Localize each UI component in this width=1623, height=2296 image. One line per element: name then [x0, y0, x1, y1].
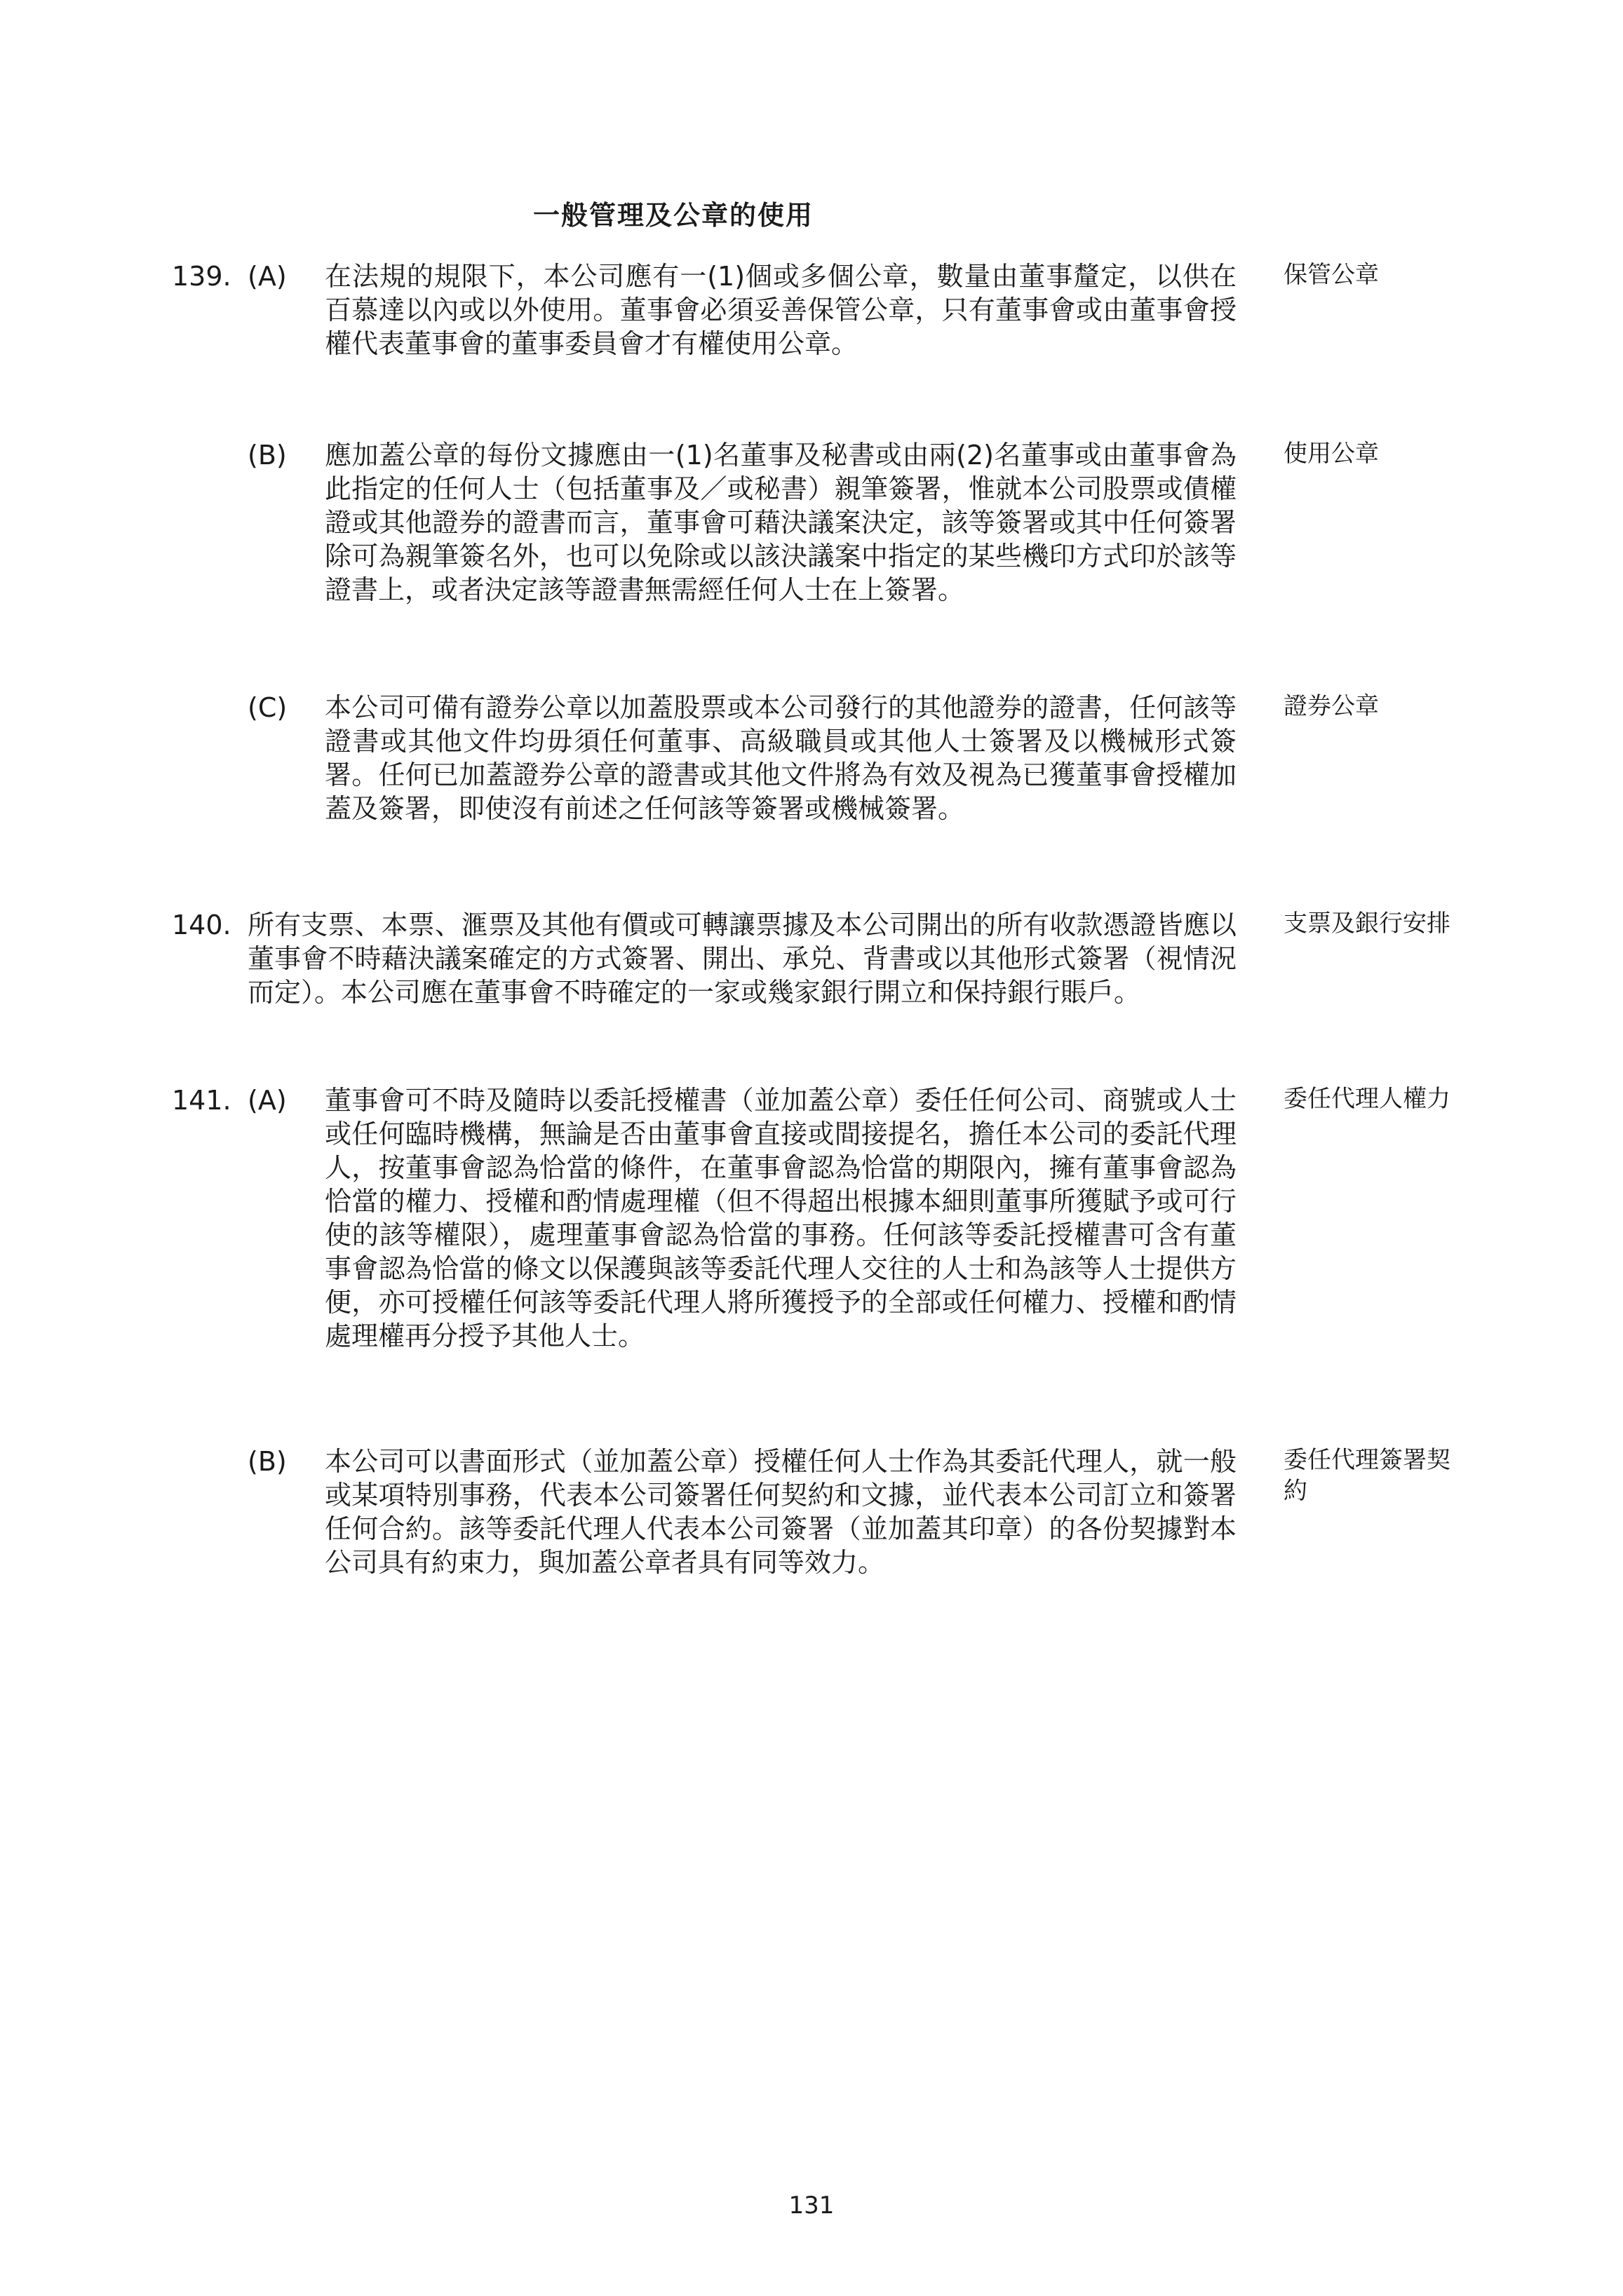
margin-note: 保管公章: [1284, 261, 1379, 289]
margin-note: 委任代理人權力: [1284, 1085, 1450, 1113]
clause-text: 應加蓋公章的每份文據應由一(1)名董事及秘書或由兩(2)名董事或由董事會為此指定的任何人士（包括董事及／或秘書）親筆簽署，惟就本公司股票或債權證或其他證券的證書而言，董事會可藉決議案決定，該等簽署或其中任何簽署除可為親筆簽名外，也可以免除或以該決議案中指定的某些機印方式印於該等證書上，或者決定該等證書無需經任何人士在上簽署。: [325, 440, 1237, 605]
margin-note: 使用公章: [1284, 440, 1379, 468]
clause-sub-label: (A): [248, 261, 287, 292]
clause-sub-label: (C): [248, 692, 288, 723]
clause-text: 本公司可備有證券公章以加蓋股票或本公司發行的其他證券的證書，任何該等證書或其他文件均毋須任何董事、高級職員或其他人士簽署及以機械形式簽署。任何已加蓋證券公章的證書或其他文件將為有效及視為已獲董事會授權加蓋及簽署，即使沒有前述之任何該等簽署或機械簽署。: [325, 692, 1237, 824]
clause-number: 141.: [172, 1085, 231, 1116]
clause-sub-label: (B): [248, 440, 287, 471]
clause-sub-label: (A): [248, 1085, 287, 1116]
margin-note: 支票及銀行安排: [1284, 910, 1450, 938]
margin-note: 證券公章: [1284, 692, 1379, 720]
page-number: 131: [788, 2192, 835, 2220]
clause-text: 本公司可以書面形式（並加蓋公章）授權任何人士作為其委託代理人，就一般或某項特別事務，代表本公司簽署任何契約和文據，並代表本公司訂立和簽署任何合約。該等委託代理人代表本公司簽署（並加蓋其印章）的各份契據對本公司具有約束力，與加蓋公章者具有同等效力。: [325, 1446, 1237, 1578]
clause-text: 所有支票、本票、滙票及其他有價或可轉讓票據及本公司開出的所有收款憑證皆應以董事會不時藉決議案確定的方式簽署、開出、承兑、背書或以其他形式簽署（視情況而定）。本公司應在董事會不時確定的一家或幾家銀行開立和保持銀行賬戶。: [248, 910, 1237, 1008]
clause-number: 139.: [172, 261, 231, 292]
clause-text: 在法規的規限下，本公司應有一(1)個或多個公章，數量由董事釐定，以供在百慕達以內或以外使用。董事會必須妥善保管公章，只有董事會或由董事會授權代表董事會的董事委員會才有權使用公章。: [325, 261, 1237, 359]
margin-note: 委任代理簽署契約: [1284, 1446, 1450, 1505]
clause-text: 董事會可不時及隨時以委託授權書（並加蓋公章）委任任何公司、商號或人士或任何臨時機構，無論是否由董事會直接或間接提名，擔任本公司的委託代理人，按董事會認為恰當的條件，在董事會認為恰當的期限內，擁有董事會認為恰當的權力、授權和酌情處理權（但不得超出根據本細則董事所獲賦予或可行使的該等權限），處理董事會認為恰當的事務。任何該等委託授權書可含有董事會認為恰當的條文以保護與該等委託代理人交往的人士和為該等人士提供方便，亦可授權任何該等委託代理人將所獲授予的全部或任何權力、授權和酌情處理權再分授予其他人士。: [325, 1085, 1237, 1351]
clause-number: 140.: [172, 910, 231, 940]
section-heading: 一般管理及公章的使用: [533, 200, 814, 231]
clause-sub-label: (B): [248, 1446, 287, 1477]
